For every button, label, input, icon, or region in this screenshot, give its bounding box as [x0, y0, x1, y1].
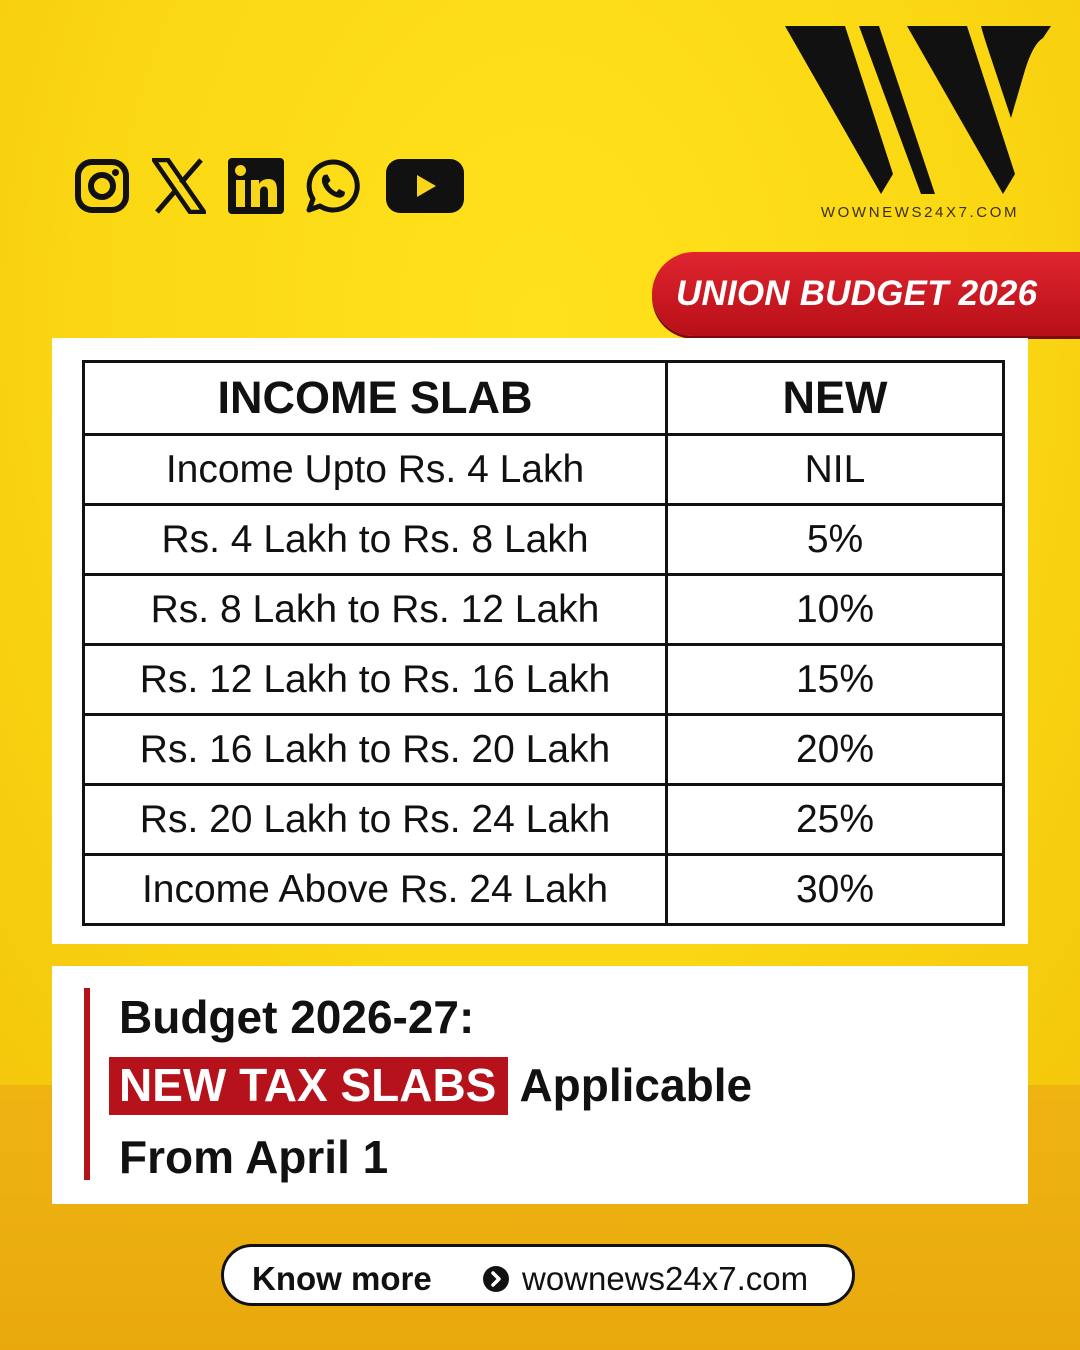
table-header-row [84, 362, 1004, 435]
whatsapp-icon[interactable] [305, 158, 361, 214]
tax-rate-cell: 20% [667, 715, 1004, 785]
tax-rate-cell: 10% [667, 575, 1004, 645]
know-more-button[interactable] [221, 1244, 855, 1306]
badge-label: UNION BUDGET 2026 [676, 274, 1038, 313]
headline-line-2-rest: Applicable [519, 1059, 753, 1111]
table-row [84, 505, 1004, 575]
table-row [84, 435, 1004, 505]
tax-rate-cell: 25% [667, 785, 1004, 855]
youtube-icon[interactable] [386, 158, 464, 214]
column-header-income-slab: INCOME SLAB [84, 362, 667, 435]
income-slab-cell: Rs. 16 Lakh to Rs. 20 Lakh [84, 715, 667, 785]
tax-rate-cell: NIL [667, 435, 1004, 505]
tax-rate-cell: 5% [667, 505, 1004, 575]
instagram-icon[interactable] [74, 158, 130, 214]
table-row [84, 575, 1004, 645]
brand-url[interactable]: WOWNEWS24X7.COM [820, 204, 1020, 221]
column-header-new: NEW [667, 362, 1004, 435]
brand-logo [785, 22, 1055, 202]
table-row [84, 645, 1004, 715]
union-budget-badge [652, 252, 1080, 336]
linkedin-icon[interactable] [228, 158, 284, 214]
headline-line-3: From April 1 [119, 1131, 389, 1183]
income-slab-cell: Rs. 8 Lakh to Rs. 12 Lakh [84, 575, 667, 645]
headline-accent-bar [84, 988, 90, 1180]
income-slab-cell: Rs. 20 Lakh to Rs. 24 Lakh [84, 785, 667, 855]
table-row [84, 855, 1004, 925]
tax-rate-cell: 15% [667, 645, 1004, 715]
table-row [84, 785, 1004, 855]
headline-line-1: Budget 2026-27: [119, 991, 475, 1043]
chevron-right-icon [482, 1265, 510, 1298]
headline-line-2 [109, 1058, 752, 1112]
know-more-label: Know more [252, 1260, 432, 1297]
tax-rate-cell: 30% [667, 855, 1004, 925]
headline-highlight: NEW TAX SLABS [109, 1057, 508, 1115]
income-slab-cell: Income Upto Rs. 4 Lakh [84, 435, 667, 505]
income-slab-cell: Rs. 4 Lakh to Rs. 8 Lakh [84, 505, 667, 575]
tax-slab-table [82, 360, 1005, 926]
income-slab-cell: Income Above Rs. 24 Lakh [84, 855, 667, 925]
income-slab-cell: Rs. 12 Lakh to Rs. 16 Lakh [84, 645, 667, 715]
x-icon[interactable] [152, 158, 206, 214]
table-row [84, 715, 1004, 785]
cta-url: wownews24x7.com [522, 1260, 809, 1297]
